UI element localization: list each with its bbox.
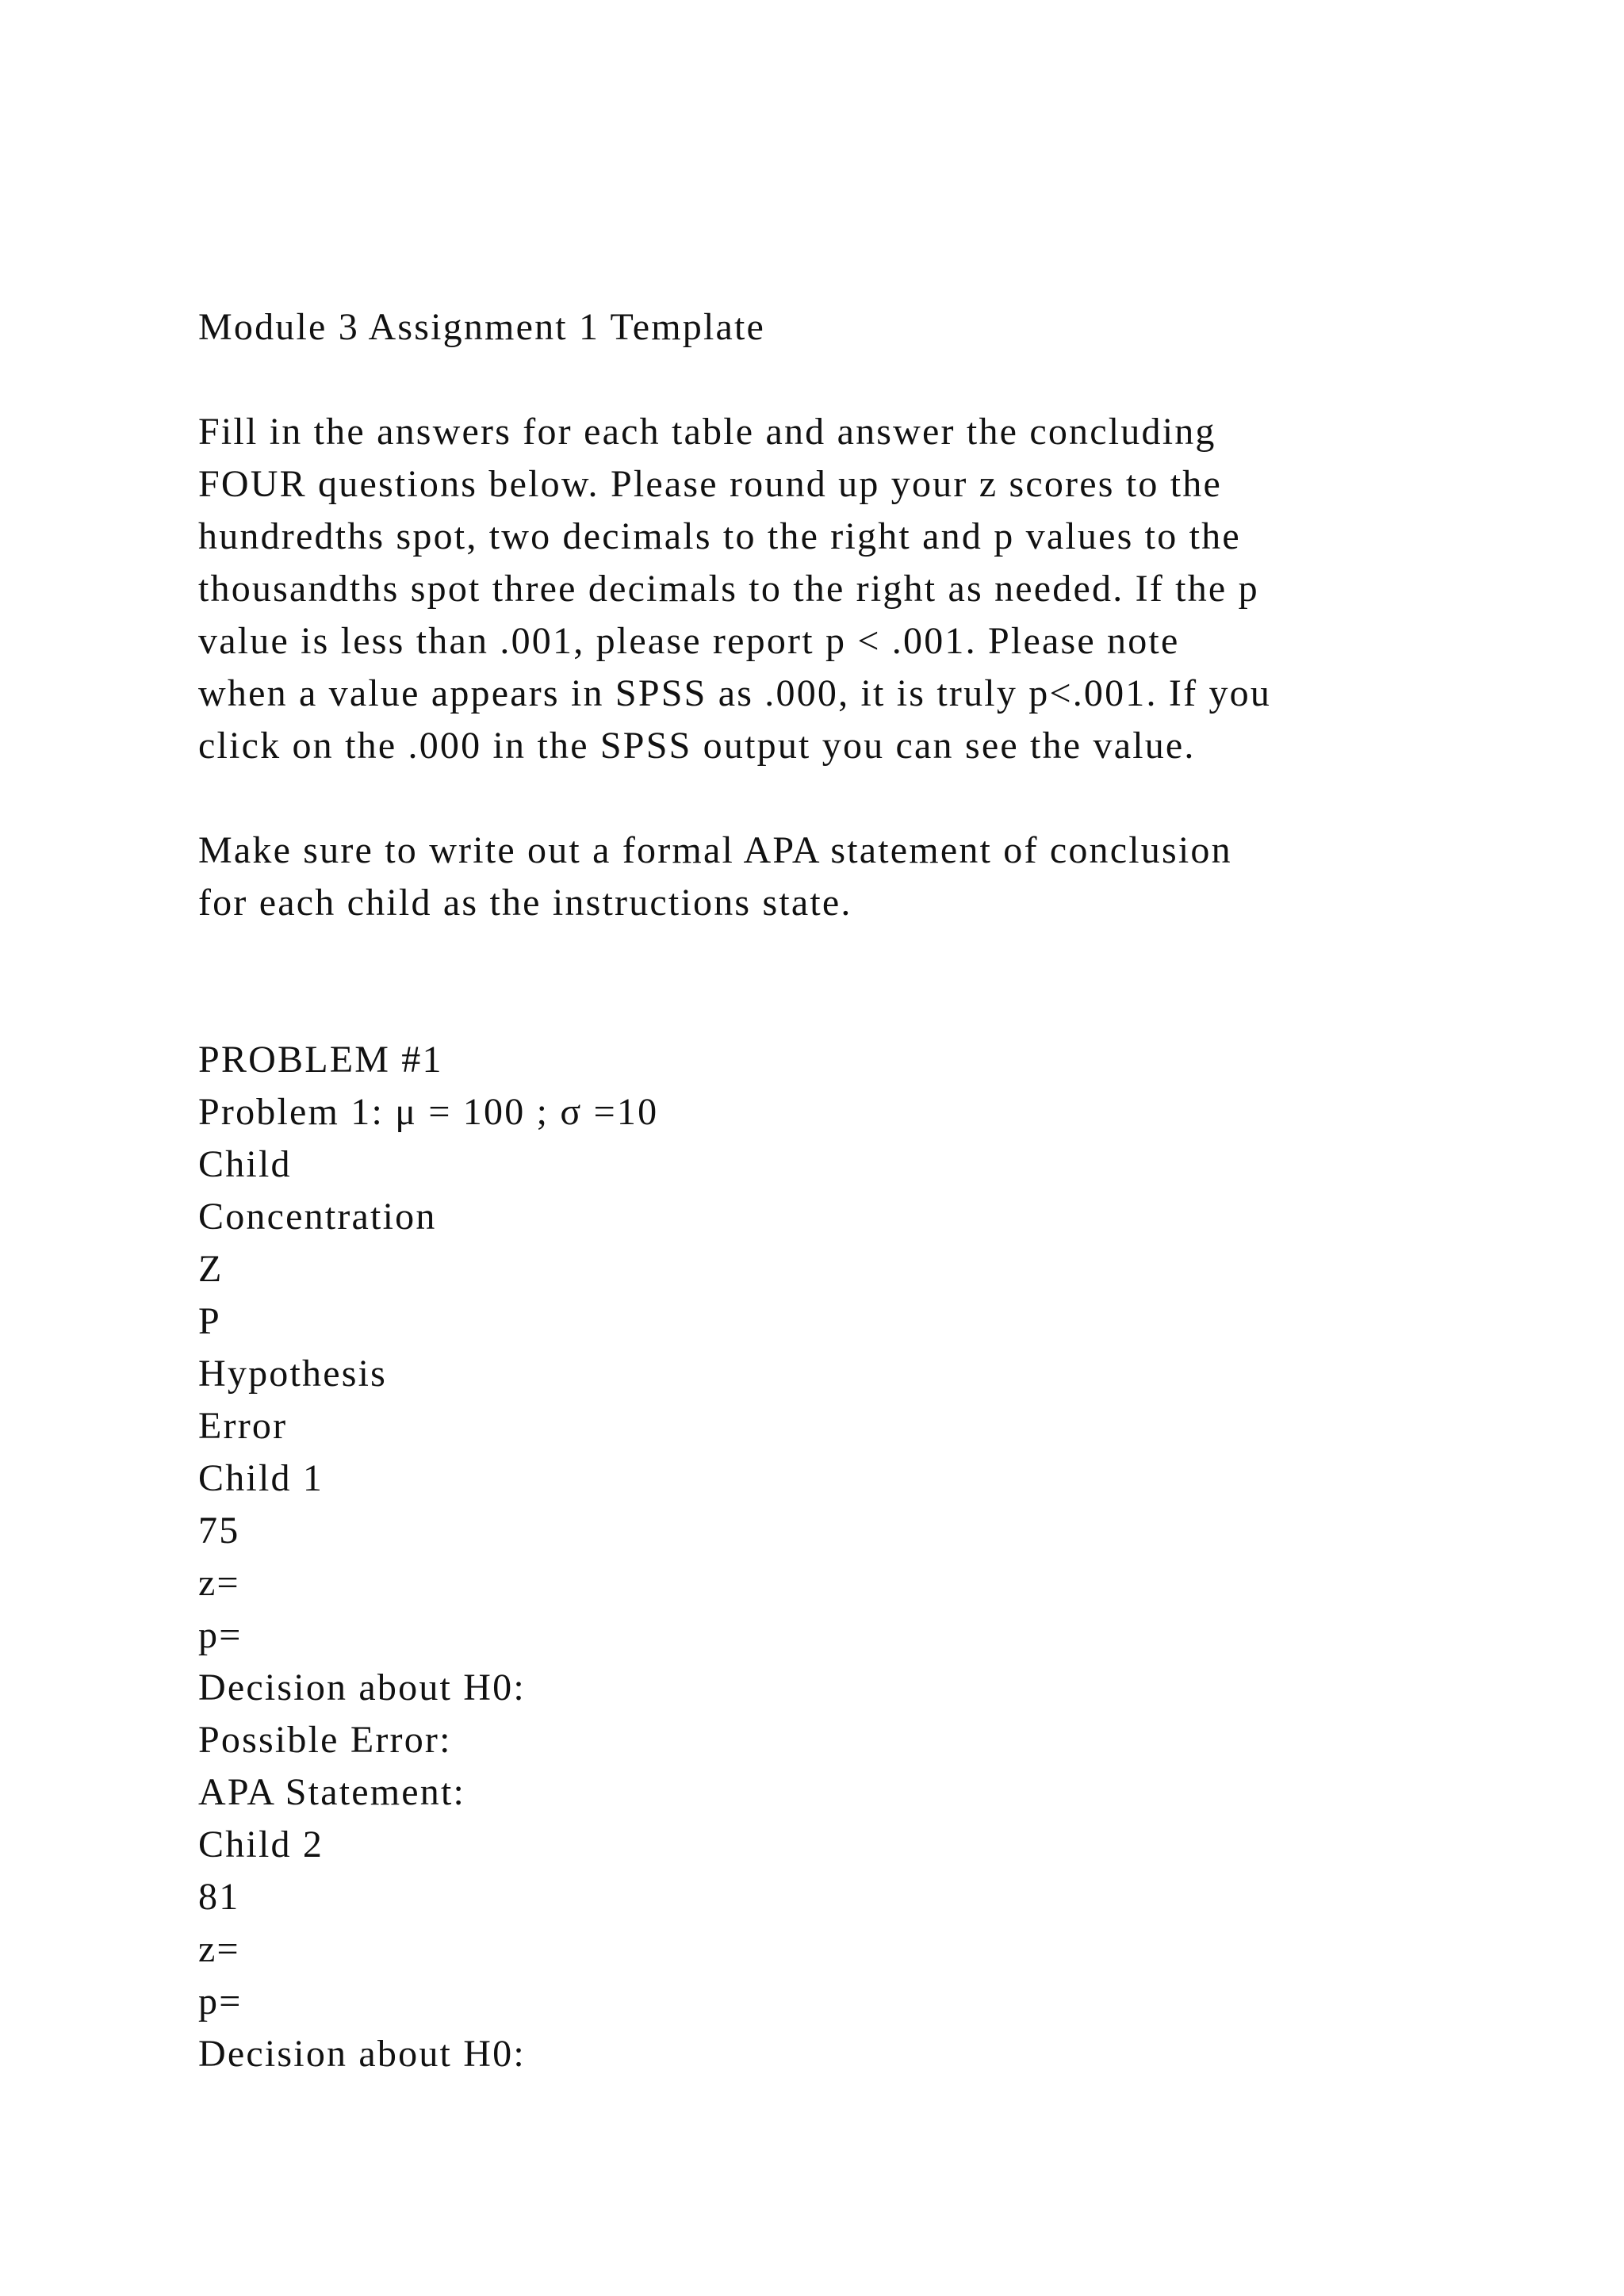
instructions-line: FOUR questions below. Please round up your z scores to the [198,463,1222,505]
child2-concentration: 81 [198,1876,240,1918]
instructions-line: Fill in the answers for each table and answer the concluding [198,411,1216,453]
child1-error-field: Possible Error: [198,1719,452,1761]
apa-note-paragraph [198,825,1435,929]
problem-params: Problem 1: μ = 100 ; σ =10 [198,1091,659,1133]
child1-apa-field: APA Statement: [198,1771,466,1813]
table-header-child: Child [198,1143,292,1185]
child1-label: Child 1 [198,1457,324,1499]
table-header-concentration: Concentration [198,1196,437,1238]
apa-note-line: for each child as the instructions state. [198,882,852,924]
child2-decision-field: Decision about H0: [198,2033,526,2075]
child2-label: Child 2 [198,1823,324,1866]
document-page [198,301,1435,2080]
instructions-paragraph [198,406,1435,772]
document-title: Module 3 Assignment 1 Template [198,306,766,348]
problem-heading: PROBLEM #1 [198,1039,443,1081]
table-header-hypothesis: Hypothesis [198,1353,387,1395]
child2-z-field: z= [198,1928,240,1970]
instructions-line: when a value appears in SPSS as .000, it is truly p<.001. If you [198,672,1272,714]
instructions-line: value is less than .001, please report p < .001. Please note [198,620,1180,662]
child1-p-field: p= [198,1614,243,1656]
apa-note-line: Make sure to write out a formal APA statement of conclusion [198,829,1232,871]
child2-p-field: p= [198,1980,243,2022]
instructions-line: hundredths spot, two decimals to the right and p values to the [198,515,1241,557]
table-header-p: P [198,1300,221,1342]
instructions-line: click on the .000 in the SPSS output you can see the value. [198,725,1196,767]
child1-decision-field: Decision about H0: [198,1667,526,1709]
child1-z-field: z= [198,1562,240,1604]
instructions-line: thousandths spot three decimals to the right as needed. If the p [198,568,1259,610]
table-header-z: Z [198,1248,224,1290]
child1-concentration: 75 [198,1510,240,1552]
table-header-error: Error [198,1405,288,1447]
